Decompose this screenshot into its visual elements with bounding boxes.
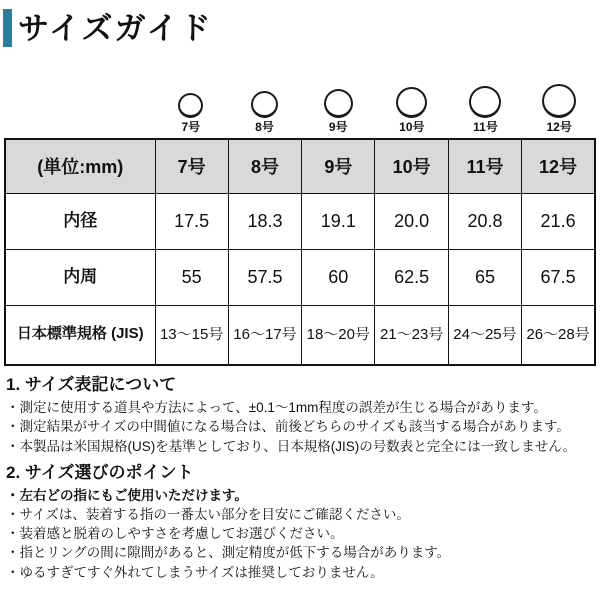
bullet-item: ・装着感と脱着のしやすさを考慮してお選びください。 xyxy=(6,526,344,542)
ring-icon xyxy=(178,93,203,118)
accent-bar xyxy=(3,9,12,47)
cell-value: 16〜17号 xyxy=(228,305,301,365)
cell-value: 60 xyxy=(302,249,375,305)
cell-value: 19.1 xyxy=(302,193,375,249)
row-label: 日本標準規格 (JIS) xyxy=(5,305,155,365)
section-size-choosing xyxy=(6,462,596,582)
cell-value: 67.5 xyxy=(522,249,595,305)
cell-value: 17.5 xyxy=(155,193,228,249)
cell-value: 55 xyxy=(155,249,228,305)
page-title: サイズガイド xyxy=(18,10,213,46)
ring-icon xyxy=(469,86,501,118)
col-header: 10号 xyxy=(375,139,448,193)
cell-value: 18.3 xyxy=(228,193,301,249)
table-row-inner-circumference xyxy=(5,249,595,305)
col-header: 11号 xyxy=(448,139,521,193)
bullet-item: ・測定に使用する道具や方法によって、±0.1〜1mm程度の誤差が生じる場合があります。 xyxy=(6,400,547,416)
ring-size-7 xyxy=(154,93,228,134)
cell-value: 20.0 xyxy=(375,193,448,249)
ring-icon xyxy=(324,89,353,118)
ring-size-9 xyxy=(301,89,375,134)
cell-value: 21.6 xyxy=(522,193,595,249)
size-guide-page xyxy=(0,6,600,606)
bullet-item: ・測定結果がサイズの中間値になる場合は、前後どちらのサイズも該当する場合があります。 xyxy=(6,419,570,435)
bullet-item: ・左右どの指にもご使用いただけます。 xyxy=(6,487,248,503)
table-row-jis-standard xyxy=(5,305,595,365)
ring-illustration-row xyxy=(4,50,596,136)
ring-icon xyxy=(396,87,427,118)
bullet-list xyxy=(6,486,596,582)
table-row-inner-diameter xyxy=(5,193,595,249)
ring-icon xyxy=(542,84,576,118)
row-label: 内周 xyxy=(5,249,155,305)
unit-header-cell: (単位:mm) xyxy=(5,139,155,193)
cell-value: 21〜23号 xyxy=(375,305,448,365)
ring-label: 11号 xyxy=(473,119,498,134)
section-title: 1. サイズ表記について xyxy=(6,375,177,394)
bullet-item: ・本製品は米国規格(US)を基準としており、日本規格(JIS)の号数表と完全には一致しません。 xyxy=(6,438,577,454)
col-header: 9号 xyxy=(302,139,375,193)
cell-value: 18〜20号 xyxy=(302,305,375,365)
cell-value: 26〜28号 xyxy=(522,305,595,365)
notes-area xyxy=(6,374,596,582)
ring-label: 8号 xyxy=(255,119,274,134)
ring-size-8 xyxy=(228,91,302,134)
ring-icon xyxy=(251,91,278,118)
ring-label: 7号 xyxy=(181,119,201,134)
bullet-item: ・ゆるすぎてすぐ外れてしまうサイズは推奨しておりません。 xyxy=(6,564,384,580)
cell-value: 20.8 xyxy=(448,193,521,249)
bullet-item: ・指とリングの間に隙間があると、測定精度が低下する場合があります。 xyxy=(6,545,451,561)
bullet-list xyxy=(6,398,596,455)
col-header: 12号 xyxy=(522,139,595,193)
ring-size-12 xyxy=(522,84,596,134)
ring-label: 12号 xyxy=(546,119,572,134)
col-header: 8号 xyxy=(228,139,301,193)
ring-size-11 xyxy=(449,86,523,134)
cell-value: 65 xyxy=(448,249,521,305)
table-header-row xyxy=(5,139,595,193)
col-header: 7号 xyxy=(155,139,228,193)
section-title: 2. サイズ選びのポイント xyxy=(6,462,194,482)
size-table xyxy=(4,138,596,366)
section-size-notation xyxy=(6,374,596,456)
ring-size-10 xyxy=(375,87,449,134)
ring-label: 9号 xyxy=(328,119,348,134)
ring-label: 10号 xyxy=(399,119,425,134)
page-header xyxy=(3,6,600,50)
row-label: 内径 xyxy=(5,193,155,249)
cell-value: 62.5 xyxy=(375,249,448,305)
cell-value: 57.5 xyxy=(228,249,301,305)
cell-value: 24〜25号 xyxy=(448,305,521,365)
cell-value: 13〜15号 xyxy=(155,305,228,365)
bullet-item: ・サイズは、装着する指の一番太い部分を目安にご確認ください。 xyxy=(6,507,410,523)
